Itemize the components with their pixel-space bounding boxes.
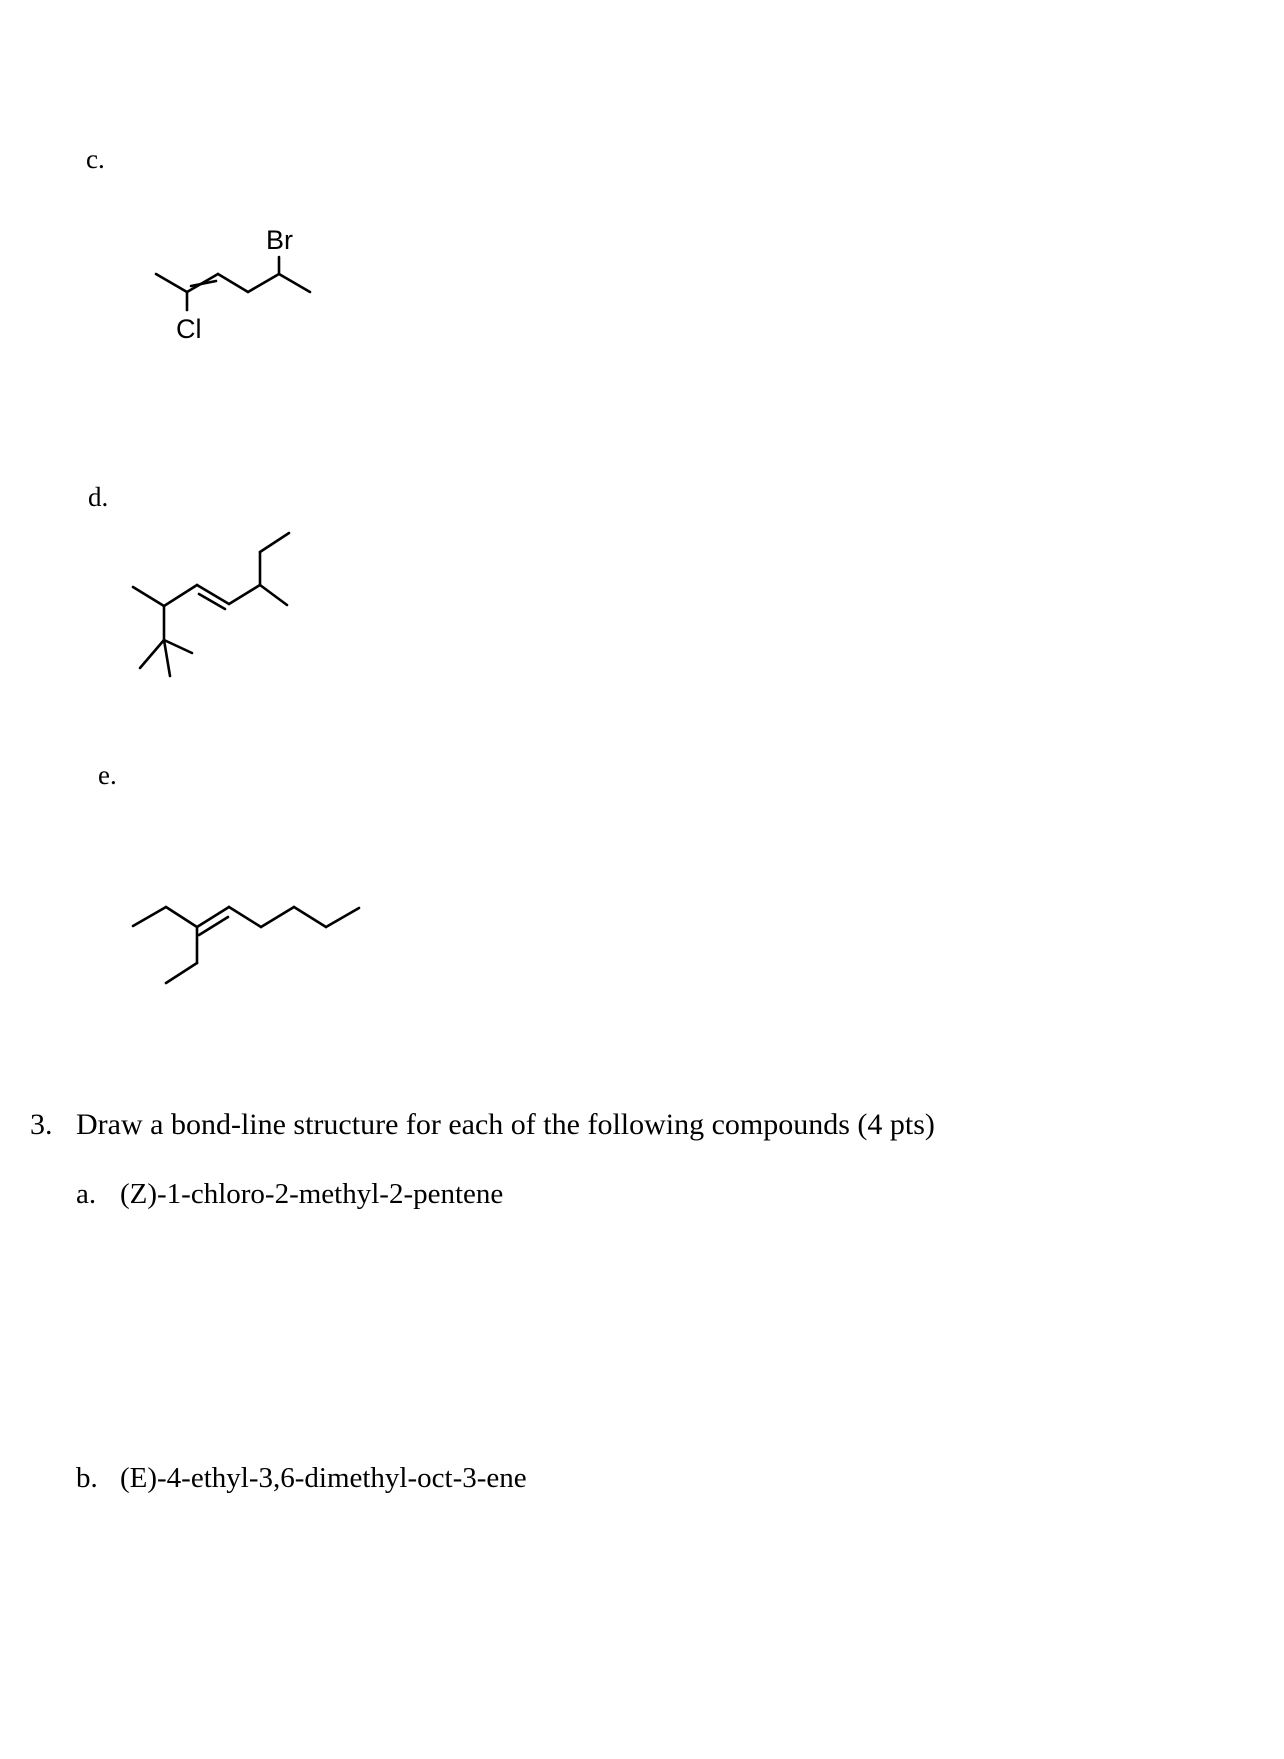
question-item-text: (Z)-1-chloro-2-methyl-2-pentene xyxy=(120,1178,504,1210)
molecule-e xyxy=(133,907,359,983)
question-item-b xyxy=(76,1464,527,1493)
item-label-d: d. xyxy=(88,482,109,512)
question-item-letter: a. xyxy=(76,1178,97,1210)
question-item-a xyxy=(76,1180,503,1209)
question-number: 3. xyxy=(30,1108,53,1141)
atom-label-br: Br xyxy=(266,225,293,255)
question-item-letter: b. xyxy=(76,1462,98,1494)
question-heading xyxy=(30,1110,935,1140)
item-label-e: e. xyxy=(98,760,117,790)
atom-label-cl: Cl xyxy=(176,314,202,344)
question-prompt: Draw a bond-line structure for each of the following compounds (4 pts) xyxy=(76,1108,935,1141)
molecule-d xyxy=(133,533,289,676)
item-label-c: c. xyxy=(86,144,105,174)
molecule-c xyxy=(156,225,310,344)
question-item-text: (E)-4-ethyl-3,6-dimethyl-oct-3-ene xyxy=(120,1462,527,1494)
